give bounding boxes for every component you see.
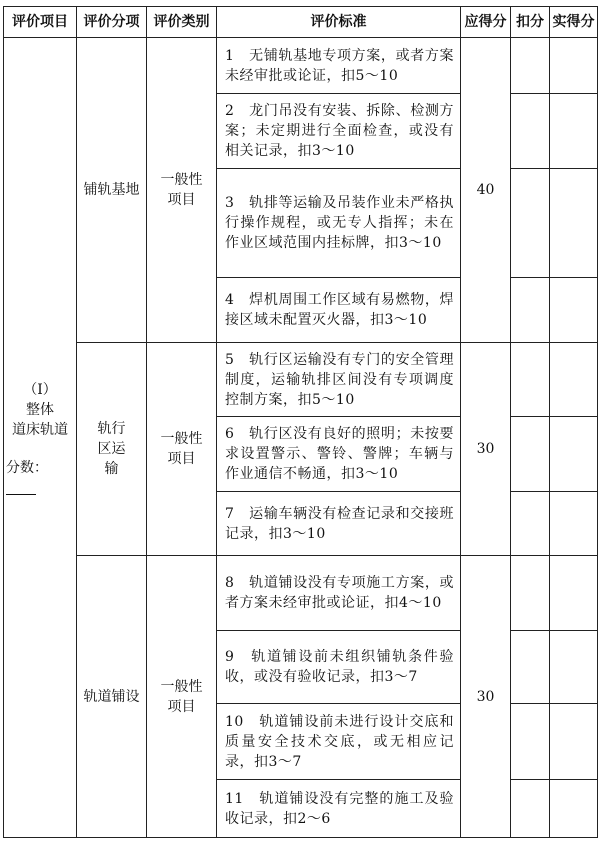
deduct-cell[interactable] xyxy=(511,94,550,169)
criterion-cell: 6 轨行区没有良好的照明；未按要求设置警示、警铃、警牌；车辆与作业通信不畅通，扣3～10 xyxy=(217,417,461,492)
criterion-cell: 9 轨道铺设前未组织铺轨条件验收，或没有验收记录，扣3～7 xyxy=(217,631,461,704)
actual-cell[interactable] xyxy=(550,556,598,631)
header-actual: 实得分 xyxy=(550,7,598,38)
evaluation-table xyxy=(3,6,598,838)
criterion-cell: 2 龙门吊没有安装、拆除、检测方案；未定期进行全面检查，或没有相关记录，扣3～10 xyxy=(217,94,461,169)
deduct-cell[interactable] xyxy=(511,38,550,94)
header-category: 评价类别 xyxy=(147,7,217,38)
header-project: 评价项目 xyxy=(4,7,77,38)
subitem-cell: 轨道铺设 xyxy=(77,556,147,838)
category-text: 一般性项目 xyxy=(160,172,203,208)
table-row xyxy=(4,556,598,631)
full-score-cell: 30 xyxy=(461,556,511,838)
header-row xyxy=(4,7,598,38)
header-standard: 评价标准 xyxy=(217,7,461,38)
category-text: 一般性项目 xyxy=(160,678,203,715)
project-name-line1: 整体 xyxy=(26,402,54,418)
actual-cell[interactable] xyxy=(550,38,598,94)
deduct-cell[interactable] xyxy=(511,780,550,838)
actual-cell[interactable] xyxy=(550,704,598,780)
subitem-text: 轨行区运输 xyxy=(97,421,126,477)
subitem-cell xyxy=(77,343,147,556)
deduct-cell[interactable] xyxy=(511,704,550,780)
actual-cell[interactable] xyxy=(550,780,598,838)
actual-cell[interactable] xyxy=(550,343,598,417)
project-score-blank[interactable] xyxy=(6,478,36,495)
criterion-cell: 11 轨道铺设没有完整的施工及验收记录，扣2～6 xyxy=(217,780,461,838)
full-score-cell: 30 xyxy=(461,343,511,556)
subitem-cell: 铺轨基地 xyxy=(77,38,147,343)
deduct-cell[interactable] xyxy=(511,417,550,492)
category-cell xyxy=(147,556,217,838)
category-text: 一般性项目 xyxy=(160,431,203,467)
criterion-cell: 7 运输车辆没有检查记录和交接班记录，扣3～10 xyxy=(217,492,461,556)
header-deduct: 扣分 xyxy=(511,7,550,38)
deduct-cell[interactable] xyxy=(511,492,550,556)
category-cell xyxy=(147,38,217,343)
criterion-cell: 4 焊机周围工作区域有易燃物，焊接区域未配置灭火器，扣3～10 xyxy=(217,278,461,343)
table-row xyxy=(4,343,598,417)
actual-cell[interactable] xyxy=(550,492,598,556)
criterion-cell: 10 轨道铺设前未进行设计交底和质量安全技术交底，或无相应记录，扣3～7 xyxy=(217,704,461,780)
criterion-cell: 8 轨道铺设没有专项施工方案，或者方案未经审批或论证，扣4～10 xyxy=(217,556,461,631)
criterion-cell: 3 轨排等运输及吊装作业未严格执行操作规程，或无专人指挥；未在作业区域范围内挂标牌，扣3～10 xyxy=(217,169,461,278)
actual-cell[interactable] xyxy=(550,417,598,492)
deduct-cell[interactable] xyxy=(511,556,550,631)
actual-cell[interactable] xyxy=(550,94,598,169)
project-number: （Ⅰ） xyxy=(23,382,57,398)
table-row xyxy=(4,38,598,94)
deduct-cell[interactable] xyxy=(511,169,550,278)
project-score-line xyxy=(6,458,74,495)
actual-cell[interactable] xyxy=(550,631,598,704)
category-cell xyxy=(147,343,217,556)
header-full-score: 应得分 xyxy=(461,7,511,38)
full-score-cell: 40 xyxy=(461,38,511,343)
actual-cell[interactable] xyxy=(550,169,598,278)
project-score-label: 分数： xyxy=(6,460,48,476)
deduct-cell[interactable] xyxy=(511,631,550,704)
project-cell xyxy=(4,38,77,838)
criterion-cell: 1 无铺轨基地专项方案，或者方案未经审批或论证，扣5～10 xyxy=(217,38,461,94)
deduct-cell[interactable] xyxy=(511,278,550,343)
project-name-line2: 道床轨道 xyxy=(12,422,68,438)
header-subitem: 评价分项 xyxy=(77,7,147,38)
criterion-cell: 5 轨行区运输没有专门的安全管理制度，运输轨排区间没有专项调度控制方案，扣5～10 xyxy=(217,343,461,417)
actual-cell[interactable] xyxy=(550,278,598,343)
deduct-cell[interactable] xyxy=(511,343,550,417)
